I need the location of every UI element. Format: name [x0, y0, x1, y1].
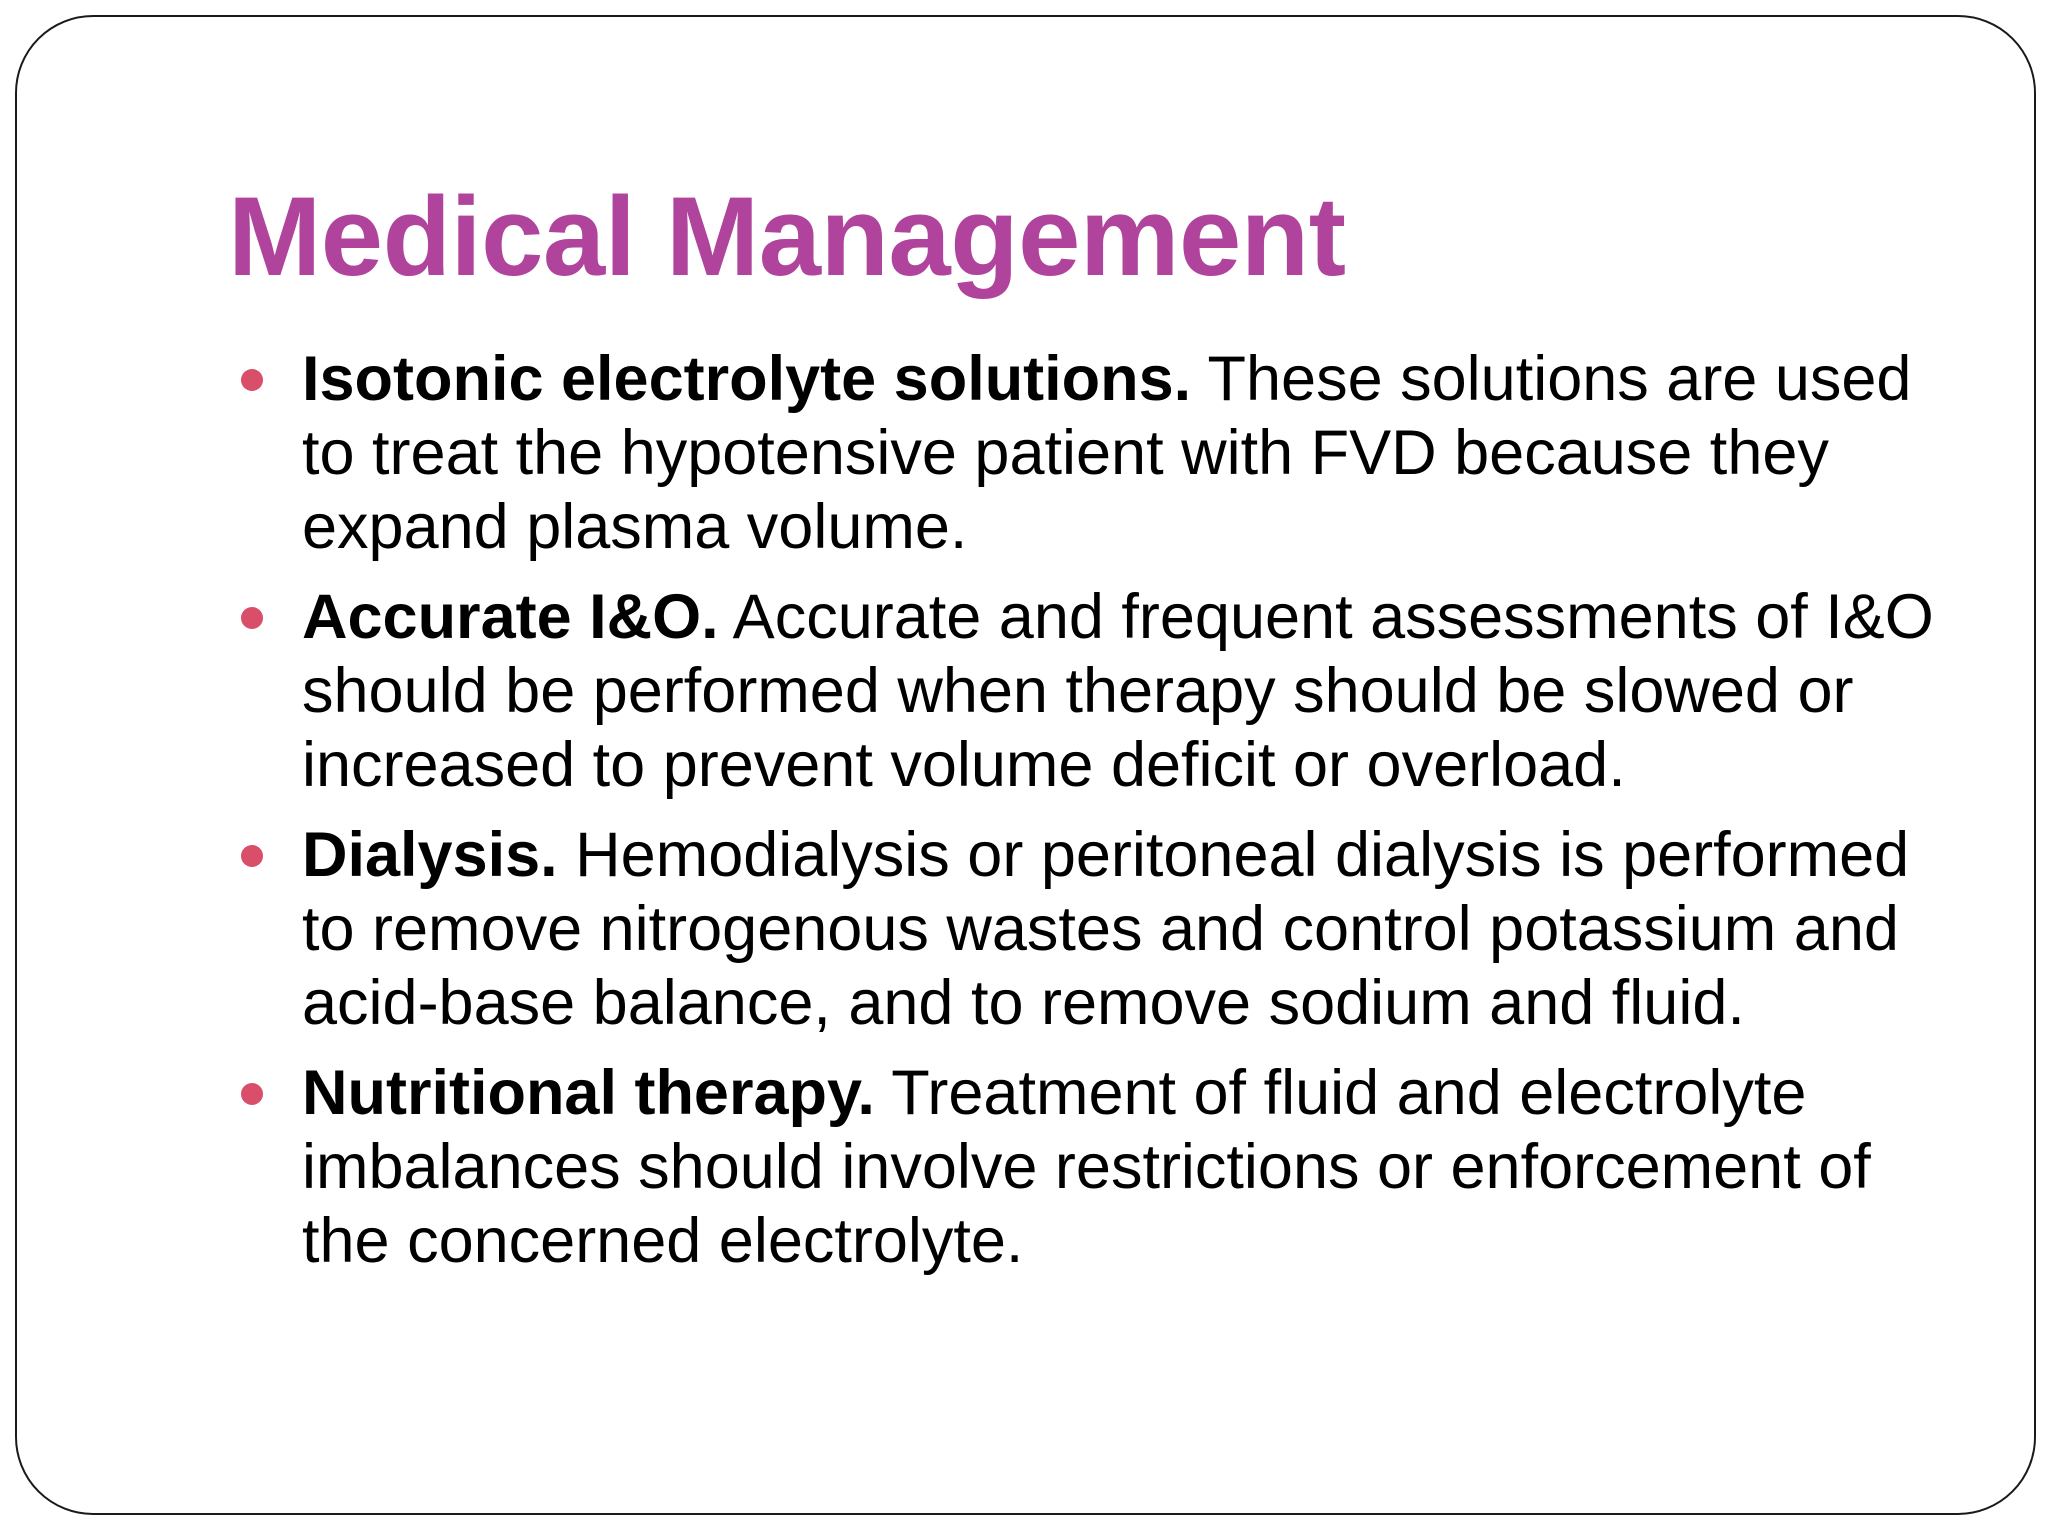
slide-title: Medical Management — [228, 174, 1346, 299]
bullet-item-accurate-io — [227, 580, 1967, 802]
bullet-dot-icon — [241, 369, 263, 391]
bullet-heading: Accurate I&O. — [302, 582, 719, 652]
bullet-dot-icon — [241, 1083, 263, 1105]
bullet-item-dialysis — [227, 818, 1967, 1040]
bullet-heading: Nutritional therapy. — [302, 1058, 875, 1128]
slide — [15, 15, 2036, 1515]
bullet-text: Treatment of fluid and electrolyte imbalances should involve restrictions or enforcement of the concerned electrolyte. — [302, 1058, 1871, 1276]
bullet-text: Accurate and frequent assessments of I&O should be performed when therapy should be slowed or increased to prevent volume deficit or overload. — [302, 582, 1934, 800]
bullet-item-nutritional-therapy — [227, 1056, 1967, 1278]
bullet-heading: Isotonic electrolyte solutions. — [302, 344, 1192, 414]
bullet-list — [227, 342, 1967, 1294]
bullet-heading: Dialysis. — [302, 820, 558, 890]
bullet-dot-icon — [241, 607, 263, 629]
bullet-dot-icon — [241, 845, 263, 867]
bullet-item-isotonic-solutions — [227, 342, 1967, 564]
bullet-text: Hemodialysis or peritoneal dialysis is performed to remove nitrogenous wastes and control potassium and acid-base balance, and to remove sodium and fluid. — [302, 820, 1910, 1038]
bullet-text: These solutions are used to treat the hypotensive patient with FVD because they expand plasma volume. — [302, 344, 1912, 562]
